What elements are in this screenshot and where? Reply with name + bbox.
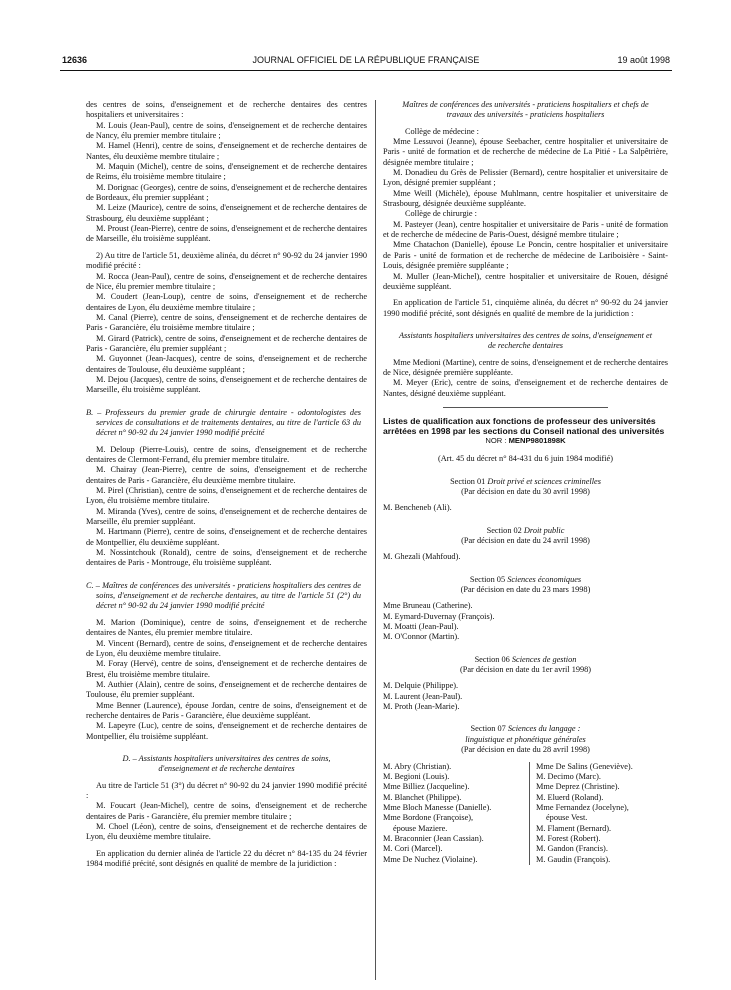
paragraph: Au titre de l'article 51 (3°) du décret n° 90-92 du 24 janvier 1990 modifié précité : (86, 780, 367, 800)
paragraph: M. Meyer (Eric), centre de soins, d'enseignement et de recherche dentaires de Nantes, désigné deuxième suppléant. (383, 378, 668, 398)
qualified-name: M. Braconnier (Jean Cassian). (383, 833, 484, 843)
paragraph: M. Authier (Alain), centre de soins, d'enseignement et de recherche dentaires de Toulouse, élu premier suppléant. (86, 679, 367, 700)
paragraph: des centres de soins, d'enseignement et de recherche dentaires des centres hospitaliers et universitaires : (86, 100, 367, 120)
section-label: Section 06 (474, 654, 510, 664)
paragraph: M. Muller (Jean-Michel), centre hospitalier et universitaire de Rouen, désigné deuxième suppléant. (383, 271, 668, 291)
sections-list (383, 465, 668, 713)
paragraph: M. Miranda (Yves), centre de soins, d'enseignement et de recherche dentaires de Marseille, élu premier suppléant. (86, 506, 367, 527)
paragraph: M. Nossintchouk (Ronald), centre de soins, d'enseignement et de recherche dentaires de Paris - Montrouge, élu troisième suppléant. (86, 548, 367, 568)
section-decision: (Par décision en date du 28 avril 1998) (461, 745, 590, 755)
qualified-name: M. Proth (Jean-Marie). (383, 702, 460, 712)
article-reference: (Art. 45 du décret n° 84-431 du 6 juin 1984 modifié) (438, 454, 613, 464)
names-column-2 (529, 762, 668, 865)
qualified-name: M. Moatti (Jean-Paul). (383, 622, 459, 632)
section-07 (383, 724, 668, 864)
qualified-name: M. Abry (Christian). (383, 761, 452, 771)
right-top-block (383, 100, 668, 399)
qualified-name: M. Begioni (Louis). (383, 771, 450, 781)
subsection-heading: D. – Assistants hospitaliers universitaires des centres de soins, d'enseignement et de recherche dentaires (122, 753, 331, 774)
paragraph: M. Guyonnet (Jean-Jacques), centre de soins, d'enseignement et de recherche dentaires de Toulouse, élu deuxième suppléant ; (86, 354, 367, 374)
paragraph: Mme Benner (Laurence), épouse Jordan, centre de soins, d'enseignement et de recherche dentaires de Paris - Garancière, élue deuxième suppléant. (86, 700, 367, 720)
section-subject-cont: linguistique et phonétique générales (465, 734, 586, 744)
paragraph: Mme Weill (Michèle), épouse Muhlmann, centre hospitalier et universitaire de Strasbourg, désignée deuxième suppléante. (383, 188, 668, 209)
names-two-columns (383, 762, 668, 865)
paragraph: M. Leize (Maurice), centre de soins, d'enseignement et de recherche dentaires de Strasbourg, élu deuxième suppléant ; (86, 203, 367, 223)
paragraph: M. Girard (Patrick), centre de soins, d'enseignement et de recherche dentaires de Paris - Garancière, élu premier suppléant ; (86, 333, 367, 353)
paragraph: M. Pirel (Christian), centre de soins, d'enseignement et de recherche dentaires de Lyon, élu troisième membre titulaire. (86, 486, 367, 506)
section-separator (443, 407, 608, 408)
qualified-name: M. O'Connor (Martin). (383, 632, 460, 642)
paragraph: M. Dorignac (Georges), centre de soins, d'enseignement et de recherche dentaires de Bordeaux, élu premier suppléant ; (86, 182, 367, 203)
journal-title: JOURNAL OFFICIEL DE LA RÉPUBLIQUE FRANÇAISE (252, 55, 480, 65)
paragraph: M. Rocca (Jean-Paul), centre de soins, d'enseignement et de recherche dentaires de Nice, élu premier membre titulaire ; (86, 271, 367, 291)
paragraph: Collège de médecine : (405, 126, 479, 136)
qualified-name: Mme Deprez (Christine). (536, 782, 620, 792)
right-column (383, 100, 668, 865)
subsection-heading: Maîtres de conférences des universités - praticiens hospitaliers et chefs de travaux des universités - praticiens hospitaliers (402, 100, 649, 120)
qualified-name: M. Flament (Bernard). (536, 823, 612, 833)
section-decision: (Par décision en date du 23 mars 1998) (460, 585, 591, 595)
section-label: Section 02 (486, 525, 522, 535)
spacer (383, 319, 668, 331)
qualified-name: M. Bencheneb (Ali). (383, 503, 452, 513)
qualified-name: M. Laurent (Jean-Paul). (383, 691, 463, 701)
paragraph: M. Coudert (Jean-Loup), centre de soins, d'enseignement et de recherche dentaires de Lyon, élu deuxième membre titulaire ; (86, 292, 367, 312)
qualified-name: Mme Bloch Manesse (Danielle). (383, 802, 492, 812)
qualified-name: M. Forest (Robert). (536, 833, 601, 843)
page-header (60, 52, 672, 71)
qualified-name: Mme Bordone (Françoise), (383, 813, 474, 823)
paragraph: M. Foucart (Jean-Michel), centre de soins, d'enseignement et de recherche dentaires de Paris - Garancière, élu premier membre titulaire ; (86, 801, 367, 821)
paragraph: M. Vincent (Bernard), centre de soins, d'enseignement et de recherche dentaires de Lyon, élu deuxième membre titulaire. (86, 638, 367, 658)
paragraph: Mme Lessuvoi (Jeanne), épouse Seebacher, centre hospitalier et universitaire de Paris - unité de formation et de recherche de médecine de La Pitié - La Salpêtrière, désignée membre titulaire ; (383, 137, 668, 167)
qualified-name: M. Gandon (Francis). (536, 844, 608, 854)
qualified-name: Mme Fernandez (Jocelyne), (536, 802, 629, 812)
paragraph: 2) Au titre de l'article 51, deuxième alinéa, du décret n° 90-92 du 24 janvier 1990 modifié précité : (86, 250, 367, 271)
paragraph: En application de l'article 51, cinquième alinéa, du décret n° 90-92 du 24 janvier 1990 modifié précité, sont désignés en qualité de membre de la juridiction : (383, 298, 668, 318)
section-subject: Sciences de gestion (511, 654, 577, 664)
qualified-name: M. Eluerd (Roland). (536, 792, 604, 802)
page-number: 12636 (62, 55, 88, 65)
listes-title: Listes de qualification aux fonctions de professeur des universités arrêtées en 1998 par les sections du Conseil national des universités (383, 415, 665, 436)
qualified-name: épouse Maziere. (393, 823, 448, 833)
paragraph: M. Maquin (Michel), centre de soins, d'enseignement et de recherche dentaires de Reims, élu troisième membre titulaire ; (86, 162, 367, 182)
spacer (86, 569, 367, 581)
paragraph: M. Foray (Hervé), centre de soins, d'enseignement et de recherche dentaires de Brest, élu troisième membre titulaire. (86, 659, 367, 679)
section-decision: (Par décision en date du 30 avril 1998) (461, 486, 590, 496)
qualified-name: Mme Bruneau (Catherine). (383, 601, 473, 611)
paragraph: M. Marion (Dominique), centre de soins, d'enseignement et de recherche dentaires de Nantes, élu premier membre titulaire. (86, 617, 367, 638)
qualified-name: M. Delquie (Philippe). (383, 681, 459, 691)
paragraph: M. Deloup (Pierre-Louis), centre de soins, d'enseignement et de recherche dentaires de Clermont-Ferrand, élu premier membre titulaire. (86, 444, 367, 464)
paragraph: M. Proust (Jean-Pierre), centre de soins, d'enseignement et de recherche dentaires de Marseille, élu troisième suppléant. (86, 224, 367, 244)
qualified-name: M. Ghezali (Mahfoud). (383, 552, 461, 562)
section-subject-line2 (383, 735, 668, 745)
left-column (86, 100, 367, 869)
qualified-name: Mme De Nuchez (Violaine). (383, 854, 478, 864)
paragraph: M. Dejou (Jacques), centre de soins, d'enseignement et de recherche dentaires de Marseille, élu troisième suppléant. (86, 374, 367, 395)
section-label: Section 07 (470, 724, 506, 734)
paragraph: Collège de chirurgie : (405, 209, 477, 219)
paragraph: Mme Chatachon (Danielle), épouse Le Poncin, centre hospitalier et universitaire de Paris - unité de formation et de recherche de médecine de Lariboisière - Saint-Louis, désignée première suppléante ; (383, 240, 668, 271)
qualified-name: épouse Vest. (546, 813, 588, 823)
section-heading (383, 477, 668, 487)
section-decision: (Par décision en date du 24 avril 1998) (461, 536, 590, 545)
subsection-heading: Assistants hospitaliers universitaires des centres de soins, d'enseignement et de recherche dentaires (398, 330, 653, 351)
qualified-name: M. Eymard-Duvernay (François). (383, 611, 495, 621)
paragraph: M. Donadieu du Grès de Pelissier (Bernard), centre hospitalier et universitaire de Lyon, désigné premier suppléant ; (383, 168, 668, 188)
qualified-name: Mme Billiez (Jacqueline). (383, 782, 470, 792)
column-divider (375, 100, 376, 980)
section-decision: (Par décision en date du 1er avril 1998) (459, 665, 592, 675)
section-heading (383, 526, 668, 536)
section-subject: Sciences du langage : (507, 724, 581, 734)
section-subject: Sciences économiques (507, 574, 582, 584)
listes-block (383, 416, 668, 465)
paragraph: M. Lapeyre (Luc), centre de soins, d'enseignement et de recherche dentaires de Montpellier, élu troisième suppléant. (86, 721, 367, 741)
section-subject: Droit privé et sciences criminelles (487, 476, 601, 486)
spacer (86, 396, 367, 408)
spacer (86, 742, 367, 754)
qualified-name: M. Decimo (Marc). (536, 771, 601, 781)
nor-label: NOR : (485, 435, 507, 445)
paragraph: M. Canal (Pierre), centre de soins, d'enseignement et de recherche dentaires de Paris - Garancière, élu troisième membre titulaire ; (86, 312, 367, 333)
qualified-name: Mme De Salins (Geneviève). (536, 761, 633, 771)
paragraph: Mme Medioni (Martine), centre de soins, d'enseignement et de recherche dentaires de Nice, désignée première suppléante. (383, 357, 668, 377)
section-label: Section 05 (469, 574, 506, 584)
subsection-heading: B. – Professeurs du premier grade de chirurgie dentaire - odontologistes des services de consultations et de traitements dentaires, au titre de l'article 63 du décret n° 90-92 du 24 janvier 1990 modifié précité (86, 407, 361, 438)
section-subject: Droit public (523, 525, 565, 535)
paragraph: M. Louis (Jean-Paul), centre de soins, d'enseignement et de recherche dentaires de Nancy, élu premier membre titulaire ; (86, 120, 367, 141)
paragraph: En application du dernier alinéa de l'article 22 du décret n° 84-135 du 24 février 1984 modifié précité, sont désignés en qualité de membre de la juridiction : (86, 848, 367, 869)
paragraph: M. Pasteyer (Jean), centre hospitalier et universitaire de Paris - unité de formation et de recherche de médecine de Paris-Ouest, désigné membre titulaire ; (383, 219, 668, 240)
paragraph: M. Chairay (Jean-Pierre), centre de soins, d'enseignement et de recherche dentaires de Paris - Garancière, élu deuxième membre titulaire. (86, 465, 367, 485)
nor-code: MENP9801898K (508, 435, 566, 445)
qualified-name: M. Blanchet (Philippe). (383, 792, 462, 802)
section-heading (383, 655, 668, 665)
names-column-1 (383, 762, 523, 865)
paragraph: M. Hartmann (Pierre), centre de soins, d'enseignement et de recherche dentaires de Montpellier, élu deuxième suppléant. (86, 527, 367, 547)
nor-reference (383, 436, 668, 446)
subsection-heading: C. – Maîtres de conférences des universités - praticiens hospitaliers des centres de soins, d'enseignement et de recherche dentaires, au titre de l'article 51 (2°) du décret n° 90-92 du 24 janvier 1990 modifié précité (86, 580, 361, 611)
paragraph: M. Hamel (Henri), centre de soins, d'enseignement et de recherche dentaires de Nantes, élu deuxième membre titulaire ; (86, 141, 367, 161)
qualified-name: M. Gaudin (François). (536, 854, 611, 864)
section-label: Section 01 (450, 476, 486, 486)
paragraph: M. Choel (Léon), centre de soins, d'enseignement et de recherche dentaires de Lyon, élu deuxième membre titulaire. (86, 822, 367, 842)
section-heading (383, 724, 668, 734)
publication-date: 19 août 1998 (617, 55, 670, 65)
section-heading (383, 575, 668, 585)
qualified-name: M. Cori (Marcel). (383, 844, 443, 854)
